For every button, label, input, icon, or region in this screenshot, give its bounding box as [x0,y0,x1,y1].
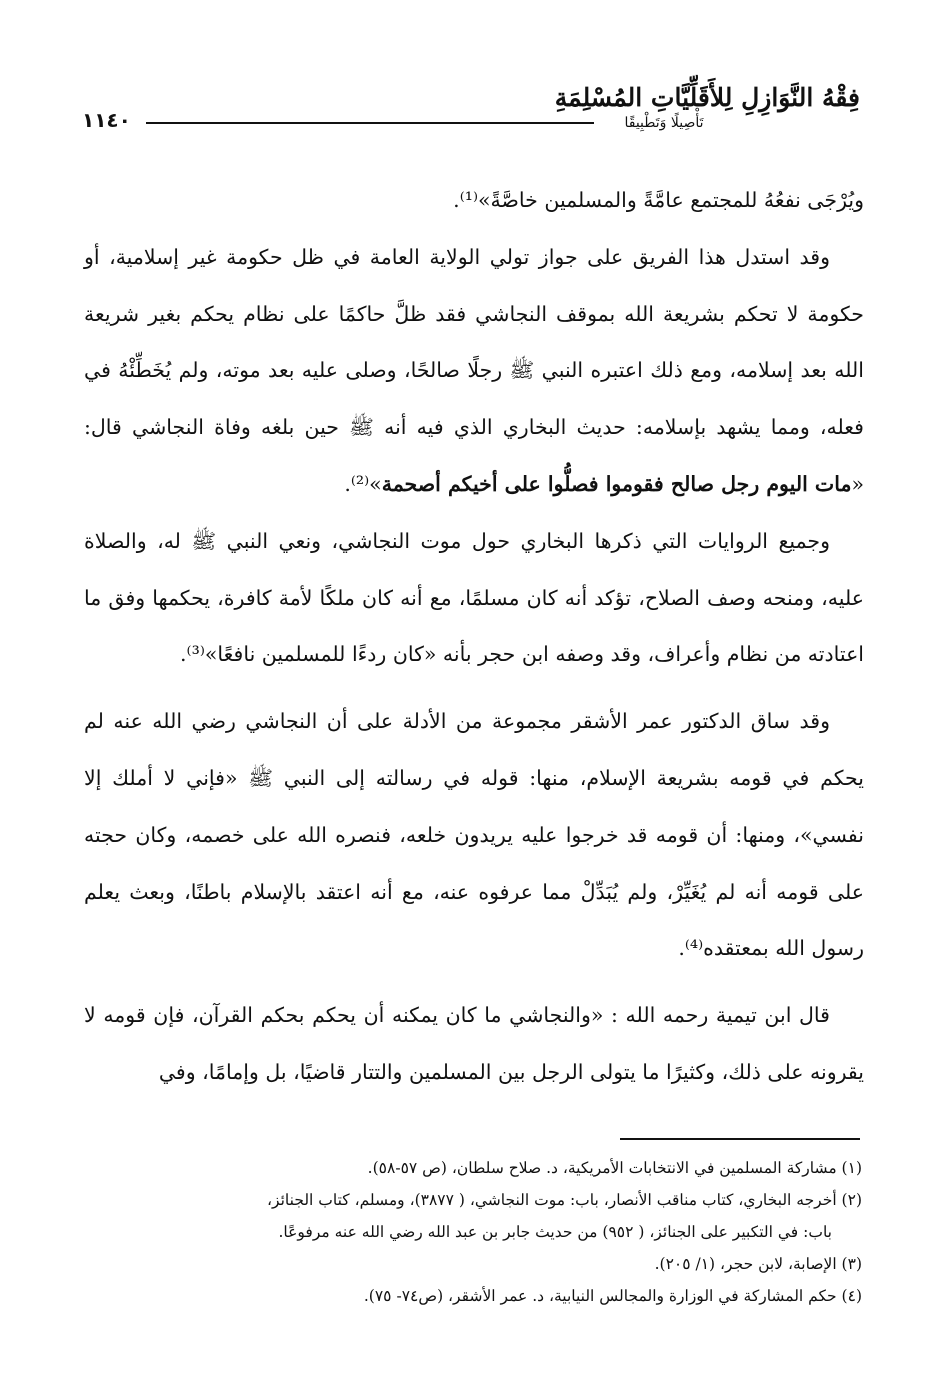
footnote-continuation: باب: في التكبير على الجنائز، ( ٩٥٢) من حديث جابر بن عبد الله رضي الله عنه مرفوعًا. [278,1223,832,1241]
paragraph [84,987,864,1101]
text-line: والصلاة عليه، ومنحه وصف الصلاح، تؤكد أنه كان مسلمًا، مع أنه كان ملكًا لأمة [84,528,864,610]
footnote-separator [620,1138,860,1140]
page-number: ١١٤٠ [82,108,131,132]
text-fragment: وفاة النجاشي قال: « [84,415,864,496]
text-line: لا يقرونه على ذلك، وكثيرًا ما يتولى الرجل بين المسلمين والتتار قاضيًا، بل وإمامًا، وفي [84,1003,864,1084]
footnote: (٣) الإصابة، لابن حجر، (١/ ٢٠٥). [654,1255,862,1273]
book-title-block [554,78,860,132]
book-title: فِقْهُ النَّوَازِلِ لِلأَقَلِّيَّاتِ المُسْلِمَةِ [554,83,860,112]
text-fragment: »⁽²⁾. [344,471,382,496]
text-line: قال ابن تيمية رحمه الله : «والنجاشي ما كان يمكنه أن يحكم بحكم القرآن، فإن قومه [103,1003,830,1028]
text-line: ومنها: أن قومه قد خرجوا عليه يريدون خلعه، فنصره الله على خصمه، وكان حجته [84,822,786,847]
book-subtitle: تَأْصِيلًا وَتَطْبِيقًا [624,115,704,131]
footnote: (٢) أخرجه البخاري، كتاب مناقب الأنصار، باب: موت النجاشي، ( ٣٨٧٧)، ومسلم، كتاب الجنائز، [267,1191,862,1209]
body-text [84,172,864,1101]
text-line: ولم يُخَطِّئْهُ في فعله، ومما يشهد بإسلامه: حديث البخاري الذي فيه أنه ﷺ حين بلغه [84,358,864,440]
text-line: للمسلمين نافعًا»⁽³⁾. [180,642,346,667]
text-line: أو حكومة لا تحكم بشريعة الله بموقف النجاشي فقد ظلَّ حاكمًا على نظام يحكم بغير [84,244,864,326]
text-line: وجميع الروايات التي ذكرها البخاري حول موت النجاشي، ونعي النبي ﷺ له، [157,528,830,553]
paragraph [84,513,864,683]
text-line: في قومه بشريعة الإسلام، منها: قوله في رسالته إلى النبي ﷺ «فإني لا أملك إلا نفسي»، [84,765,864,847]
page-header [82,78,860,158]
text-line: وقد ساق الدكتور عمر الأشقر مجموعة من الأدلة على أن النجاشي رضي الله عنه لم يحكم [84,709,864,790]
text-line: رسول الله بمعتقده⁽⁴⁾. [678,936,864,961]
text-line: على قومه أنه لم يُغَيِّرْ، ولم يُبَدِّلْ مما عرفوه عنه، مع أنه اعتقد بالإسلام باطنًا، وبعث يعلم [84,879,864,904]
text-line: وقد استدل هذا الفريق على جواز تولي الولاية العامة في ظل حكومة غير إسلامية، [109,244,830,269]
footnotes [70,1152,862,1312]
paragraph [84,172,864,229]
text-line: شريعة الله بعد إسلامه، ومع ذلك اعتبره النبي ﷺ رجلًا صالحًا، وصلى عليه بعد موته، [84,301,864,383]
footnote: (١) مشاركة المسلمين في الانتخابات الأمريكية، د. صلاح سلطان، (ص ٥٧-٥٨). [367,1159,862,1177]
paragraph [84,693,864,977]
text-line: كافرة، يحكمها وفق ما اعتادته من نظام وأعراف، وقد وصفه ابن حجر بأنه «كان ردءًا [84,585,864,667]
text-line: ويُرْجَى نفعُهُ للمجتمع عامَّةً والمسلمين خاصَّةً»⁽¹⁾. [453,188,864,212]
footnote: (٤) حكم المشاركة في الوزارة والمجالس النيابية، د. عمر الأشقر، (ص٧٤- ٧٥). [363,1287,862,1305]
paragraph [84,229,864,513]
hadith-quote: مات اليوم رجل صالح فقوموا فصلُّوا على أخيكم أصحمة [381,471,852,496]
header-rule [146,122,594,124]
